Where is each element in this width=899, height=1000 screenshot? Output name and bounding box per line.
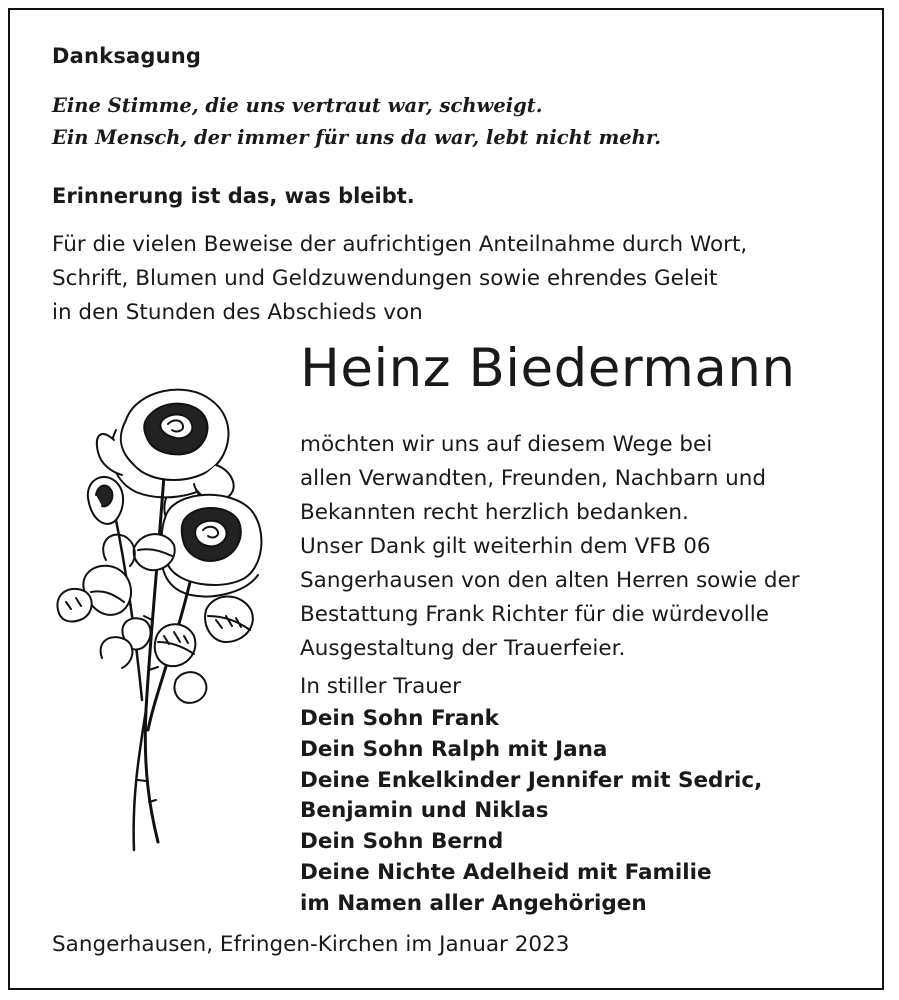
intro-line: in den Stunden des Abschieds von — [52, 300, 423, 325]
poem-line: Ein Mensch, der immer für uns da war, lebt nicht mehr. — [52, 126, 662, 149]
thanks-text — [300, 428, 766, 530]
thanks-additional-line: Ausgestaltung der Trauerfeier. — [300, 636, 626, 661]
rose-illustration-icon — [46, 380, 276, 860]
grief-line: In stiller Trauer — [300, 674, 461, 699]
thanks-additional-line: Unser Dank gilt weiterhin dem VFB 06 — [300, 534, 711, 559]
intro-line: Für die vielen Beweise der aufrichtigen Anteilnahme durch Wort, — [52, 232, 748, 257]
mourner: Deine Enkelkinder Jennifer mit Sedric, — [300, 767, 763, 793]
intro-line: Schrift, Blumen und Geldzuwendungen sowie ehrendes Geleit — [52, 266, 718, 291]
motto: Erinnerung ist das, was bleibt. — [52, 184, 415, 208]
mourner: Benjamin und Niklas — [300, 798, 549, 824]
thanks-additional-text — [300, 530, 800, 666]
thanks-additional-line: Bestattung Frank Richter für die würdevolle — [300, 602, 769, 627]
mourner: Dein Sohn Frank — [300, 706, 499, 731]
notice-heading: Danksagung — [52, 44, 202, 68]
mourner: Deine Nichte Adelheid mit Familie — [300, 859, 712, 885]
place-date: Sangerhausen, Efringen-Kirchen im Januar 2023 — [52, 932, 570, 957]
mourner: im Namen aller Angehörigen — [300, 890, 647, 916]
intro-text — [52, 228, 747, 330]
poem-line: Eine Stimme, die uns vertraut war, schweigt. — [52, 94, 543, 117]
thanks-line: Bekannten recht herzlich bedanken. — [300, 500, 689, 525]
mourner: Dein Sohn Bernd — [300, 829, 504, 855]
deceased-name: Heinz Biedermann — [300, 338, 796, 399]
thanks-line: möchten wir uns auf diesem Wege bei — [300, 432, 713, 457]
poem — [52, 90, 661, 154]
mourners-list — [300, 704, 762, 920]
mourner: Dein Sohn Ralph mit Jana — [300, 736, 608, 762]
thanks-additional-line: Sangerhausen von den alten Herren sowie der — [300, 568, 800, 593]
thanks-line: allen Verwandten, Freunden, Nachbarn und — [300, 466, 767, 491]
